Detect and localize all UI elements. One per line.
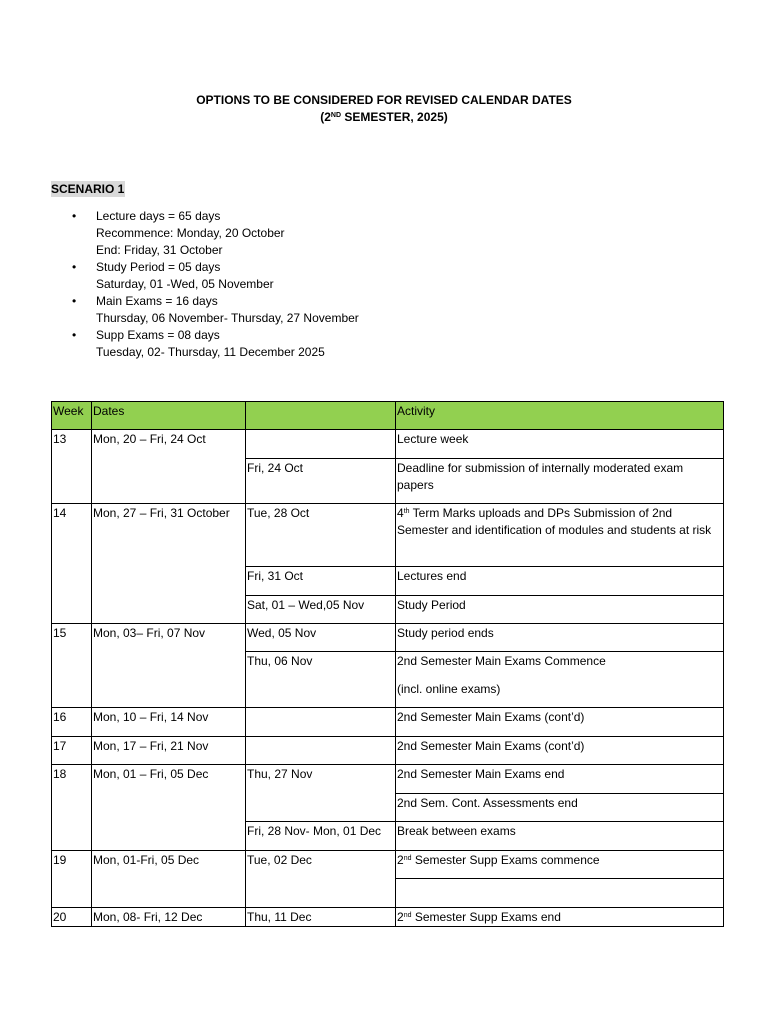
cell-date: Thu, 27 Nov — [246, 765, 396, 822]
cell-dates: Mon, 17 – Fri, 21 Nov — [92, 737, 246, 765]
cell-activity: 2nd Sem. Cont. Assessments end — [396, 794, 724, 822]
calendar-table — [51, 401, 724, 927]
cell-activity: Study Period — [396, 596, 724, 624]
bullet-icon: • — [72, 294, 77, 308]
cell-dates: Mon, 03– Fri, 07 Nov — [92, 624, 246, 708]
cell-activity — [396, 879, 724, 908]
table-row — [52, 851, 724, 879]
cell-activity: 4th Term Marks uploads and DPs Submission of 2nd Semester and identification of modules and students at risk — [396, 504, 724, 567]
cell-activity: Deadline for submission of internally moderated exam papers — [396, 459, 724, 504]
cell-dates: Mon, 08- Fri, 12 Dec — [92, 908, 246, 927]
cell-activity: 2nd Semester Main Exams end — [396, 765, 724, 794]
cell-dates: Mon, 10 – Fri, 14 Nov — [92, 708, 246, 737]
table-row — [52, 765, 724, 794]
cell-activity: 2nd Semester Main Exams (cont’d) — [396, 708, 724, 737]
cell-dates: Mon, 20 – Fri, 24 Oct — [92, 430, 246, 504]
cell-date: Tue, 28 Oct — [246, 504, 396, 567]
cell-dates: Mon, 01-Fri, 05 Dec — [92, 851, 246, 908]
bullet-icon: • — [72, 260, 77, 274]
cell-activity: Break between exams — [396, 822, 724, 851]
list-item: • Lecture days = 65 days Recommence: Monday, 20 October End: Friday, 31 October — [72, 209, 285, 257]
table-row — [52, 430, 724, 459]
table-row — [52, 504, 724, 567]
cell-date: Fri, 31 Oct — [246, 567, 396, 596]
scenario-heading: SCENARIO 1 — [51, 182, 125, 196]
cell-week: 14 — [52, 504, 92, 624]
table-row — [52, 737, 724, 765]
table-row — [52, 708, 724, 737]
table-row — [52, 624, 724, 652]
cell-date — [246, 708, 396, 737]
summary-list — [51, 208, 496, 361]
cell-week: 20 — [52, 908, 92, 927]
document-subtitle: (2ND SEMESTER, 2025) — [320, 110, 448, 124]
cell-activity: Lecture week — [396, 430, 724, 459]
cell-date: Tue, 02 Dec — [246, 851, 396, 908]
cell-date: Thu, 06 Nov — [246, 652, 396, 708]
table-row — [52, 908, 724, 927]
cell-date — [246, 430, 396, 459]
cell-dates: Mon, 01 – Fri, 05 Dec — [92, 765, 246, 851]
cell-activity: 2nd Semester Supp Exams end — [396, 908, 724, 927]
cell-activity: 2nd Semester Main Exams Commence (incl. online exams) — [396, 652, 724, 708]
bullet-icon: • — [72, 328, 77, 342]
cell-week: 19 — [52, 851, 92, 908]
list-item: • Supp Exams = 08 days Tuesday, 02- Thursday, 11 December 2025 — [72, 328, 325, 359]
cell-week: 13 — [52, 430, 92, 504]
cell-week: 17 — [52, 737, 92, 765]
cell-dates: Mon, 27 – Fri, 31 October — [92, 504, 246, 624]
header-dates: Dates — [92, 402, 246, 430]
cell-week: 16 — [52, 708, 92, 737]
bullet-icon: • — [72, 209, 77, 223]
list-item: • Main Exams = 16 days Thursday, 06 November- Thursday, 27 November — [72, 294, 359, 325]
header-week: Week — [52, 402, 92, 430]
cell-week: 18 — [52, 765, 92, 851]
cell-date: Thu, 11 Dec — [246, 908, 396, 927]
list-item: • Study Period = 05 days Saturday, 01 -Wed, 05 November — [72, 260, 274, 291]
cell-activity: Study period ends — [396, 624, 724, 652]
cell-week: 15 — [52, 624, 92, 708]
document-title: OPTIONS TO BE CONSIDERED FOR REVISED CALENDAR DATES — [196, 93, 572, 107]
cell-date: Fri, 24 Oct — [246, 459, 396, 504]
cell-date: Fri, 28 Nov- Mon, 01 Dec — [246, 822, 396, 851]
cell-date: Wed, 05 Nov — [246, 624, 396, 652]
cell-activity: 2nd Semester Supp Exams commence — [396, 851, 724, 879]
table-header-row — [52, 402, 724, 430]
header-activity: Activity — [396, 402, 724, 430]
cell-activity: Lectures end — [396, 567, 724, 596]
cell-activity: 2nd Semester Main Exams (cont’d) — [396, 737, 724, 765]
cell-date — [246, 737, 396, 765]
cell-date: Sat, 01 – Wed,05 Nov — [246, 596, 396, 624]
header-blank — [246, 402, 396, 430]
